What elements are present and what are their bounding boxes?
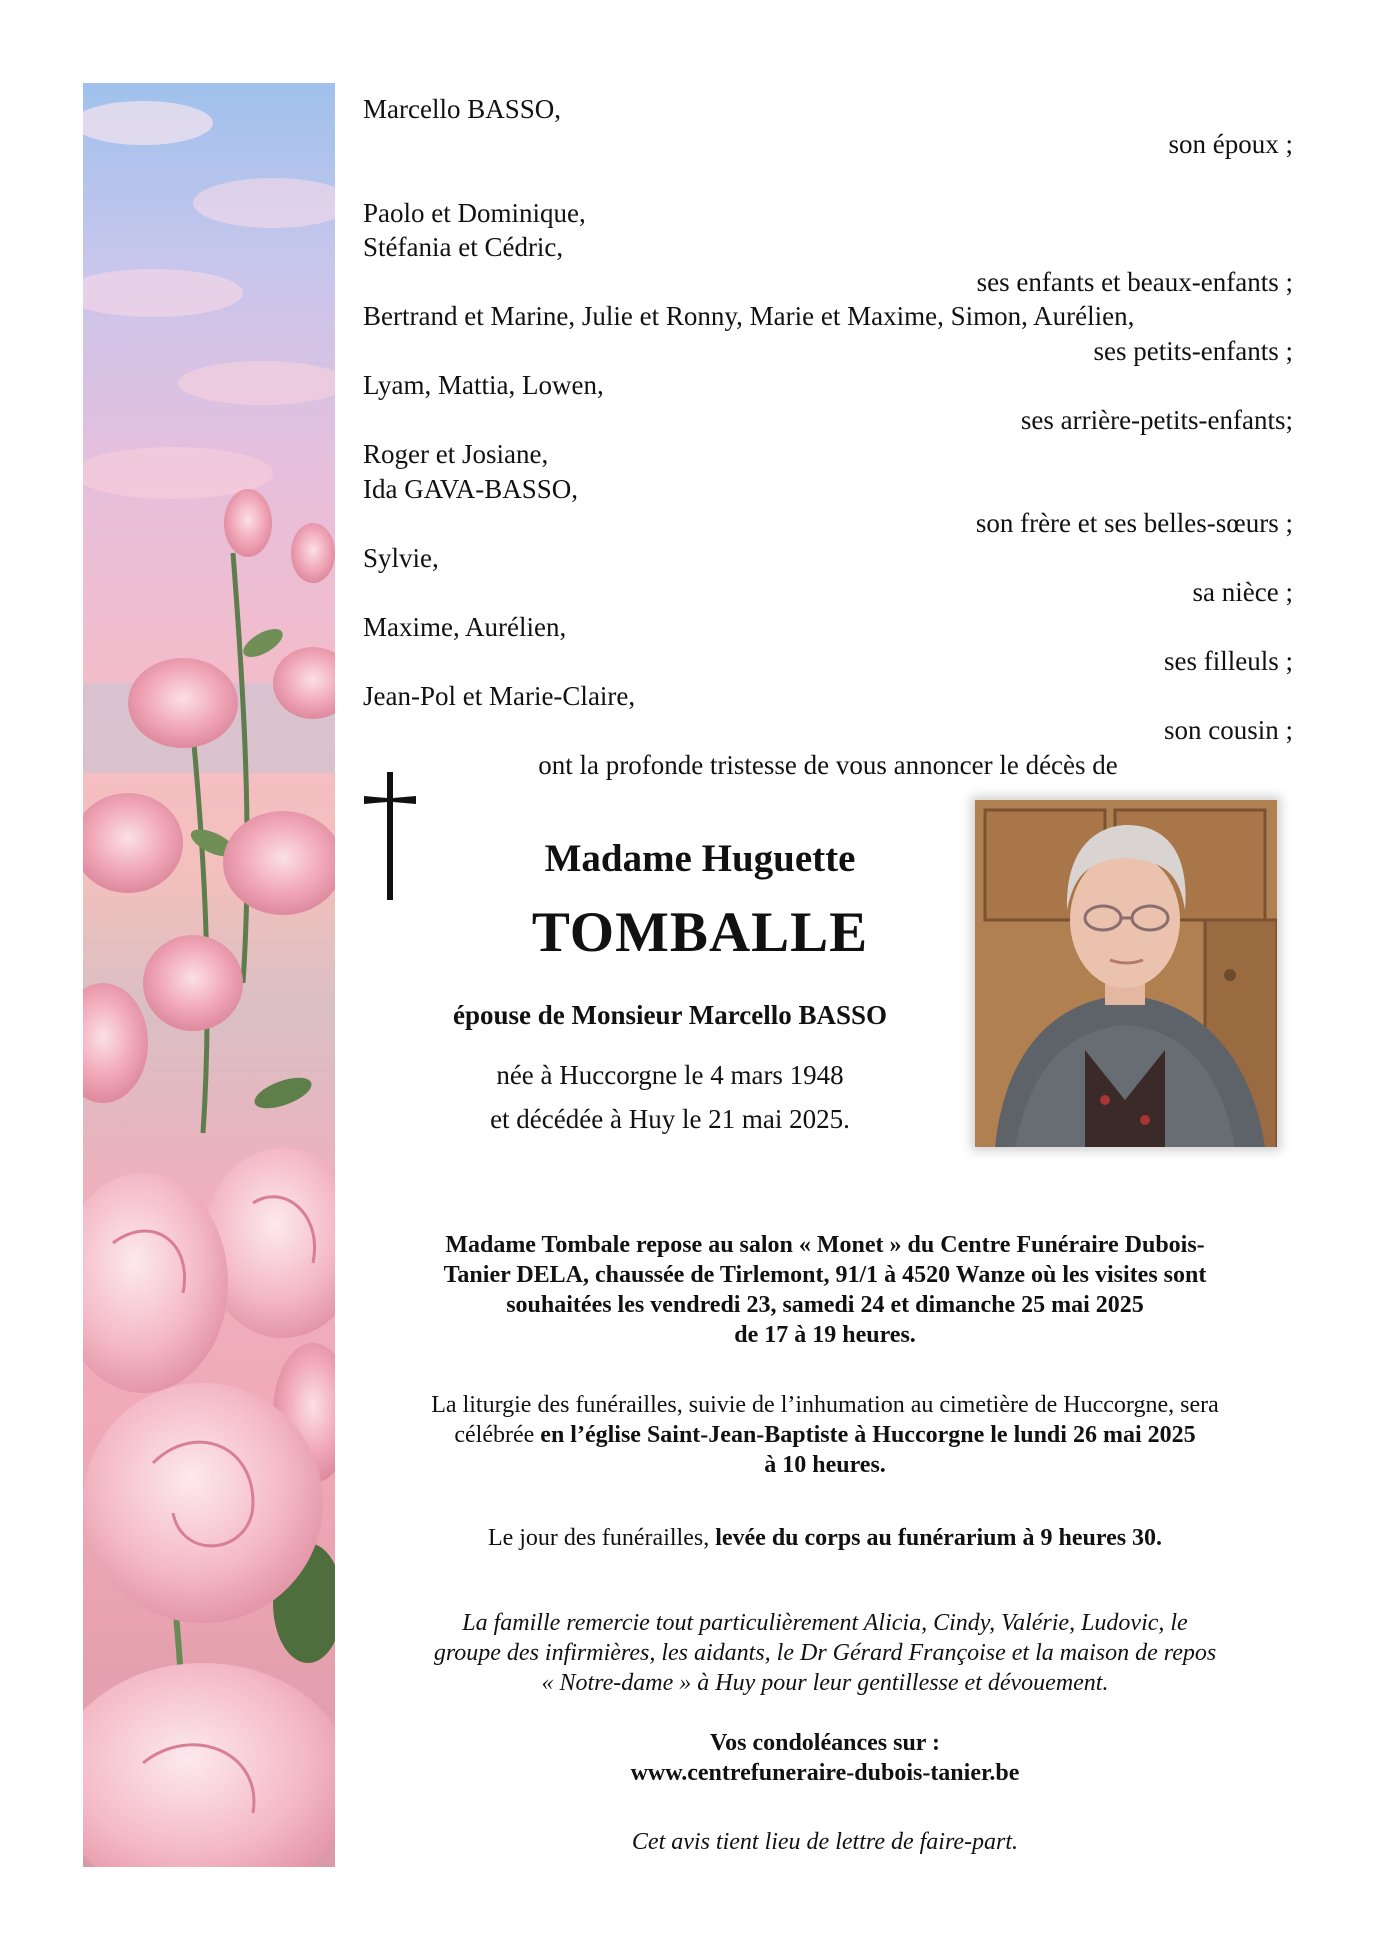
- liturgy-church-text: en l’église Saint-Jean-Baptiste à Huccorgne le lundi 26 mai 2025: [540, 1422, 1196, 1448]
- footer-note: Cet avis tient lieu de lettre de faire-part.: [631, 1829, 1019, 1855]
- liturgy-info: [355, 1390, 1295, 1480]
- liturgy-line: [355, 1420, 1295, 1450]
- thanks-line: La famille remercie tout particulièrement Alicia, Cindy, Valérie, Ludovic, le: [462, 1610, 1188, 1636]
- rose-border-image: [83, 83, 335, 1867]
- family-relation: son cousin ;: [1163, 715, 1293, 745]
- visitation-info: [355, 1230, 1295, 1350]
- cross-icon: [360, 770, 420, 905]
- spouse-line: épouse de Monsieur Marcello BASSO: [452, 1000, 887, 1030]
- visitation-line: Tanier DELA, chaussée de Tirlemont, 91/1 à 4520 Wanze où les visites sont: [443, 1262, 1207, 1288]
- family-line: Sylvie,: [363, 542, 439, 573]
- levee-info: [355, 1523, 1295, 1553]
- family-relation: son frère et ses belles-sœurs ;: [975, 508, 1293, 538]
- family-line: Marcello BASSO,: [363, 94, 561, 124]
- death-line: et décédée à Huy le 21 mai 2025.: [490, 1104, 850, 1134]
- family-relation: ses enfants et beaux-enfants ;: [976, 266, 1293, 297]
- family-line: Jean-Pol et Marie-Claire,: [363, 680, 636, 711]
- family-line: Lyam, Mattia, Lowen,: [363, 370, 604, 400]
- deceased-first-name: Madame Huguette: [544, 837, 856, 880]
- family-relation: ses filleuls ;: [1164, 646, 1293, 676]
- family-line: Bertrand et Marine, Julie et Ronny, Marie et Maxime, Simon, Aurélien,: [363, 301, 1135, 331]
- thanks-line: groupe des infirmières, les aidants, le Dr Gérard Françoise et la maison de repos: [433, 1640, 1217, 1666]
- family-line: Stéfania et Cédric,: [363, 232, 564, 262]
- portrait-photo: [975, 800, 1277, 1147]
- family-spacer: [363, 161, 1293, 196]
- deceased-surname: TOMBALLE: [531, 901, 869, 964]
- visitation-line: de 17 à 19 heures.: [734, 1322, 916, 1348]
- condolences-url[interactable]: www.centrefuneraire-dubois-tanier.be: [630, 1760, 1020, 1786]
- family-relation: son époux ;: [1168, 128, 1293, 159]
- levee-normal-text: Le jour des funérailles,: [487, 1525, 716, 1551]
- family-line: Maxime, Aurélien,: [363, 611, 567, 642]
- visitation-line: souhaitées les vendredi 23, samedi 24 et dimanche 25 mai 2025: [506, 1292, 1144, 1318]
- thanks-line: « Notre-dame » à Huy pour leur gentillesse et dévouement.: [541, 1670, 1109, 1696]
- portrait-illustration: [975, 800, 1277, 1147]
- visitation-line: Madame Tombale repose au salon « Monet » du Centre Funéraire Dubois-: [445, 1232, 1205, 1258]
- condolences-label: Vos condoléances sur :: [709, 1730, 941, 1756]
- family-line: Roger et Josiane,: [363, 439, 549, 469]
- liturgy-time: à 10 heures.: [764, 1452, 886, 1478]
- family-line: Paolo et Dominique,: [363, 197, 586, 228]
- levee-bold-text: levée du corps au funérarium à 9 heures 30.: [715, 1525, 1163, 1551]
- liturgy-line: La liturgie des funérailles, suivie de l’inhumation au cimetière de Huccorgne, sera: [431, 1392, 1219, 1418]
- family-line: Ida GAVA-BASSO,: [363, 473, 579, 504]
- liturgy-normal-text: célébrée: [454, 1422, 541, 1448]
- thanks-text: [355, 1608, 1295, 1698]
- rose-illustration: [83, 83, 335, 1867]
- family-relation: ses arrière-petits-enfants;: [1020, 404, 1293, 435]
- announcement-line: ont la profonde tristesse de vous annoncer le décès de: [538, 749, 1118, 780]
- family-list: [363, 92, 1293, 782]
- life-dates: [370, 1053, 970, 1141]
- family-relation: sa nièce ;: [1192, 577, 1293, 607]
- condolences-block: [355, 1728, 1295, 1788]
- family-relation: ses petits-enfants ;: [1093, 335, 1293, 366]
- birth-line: née à Huccorgne le 4 mars 1948: [496, 1060, 844, 1090]
